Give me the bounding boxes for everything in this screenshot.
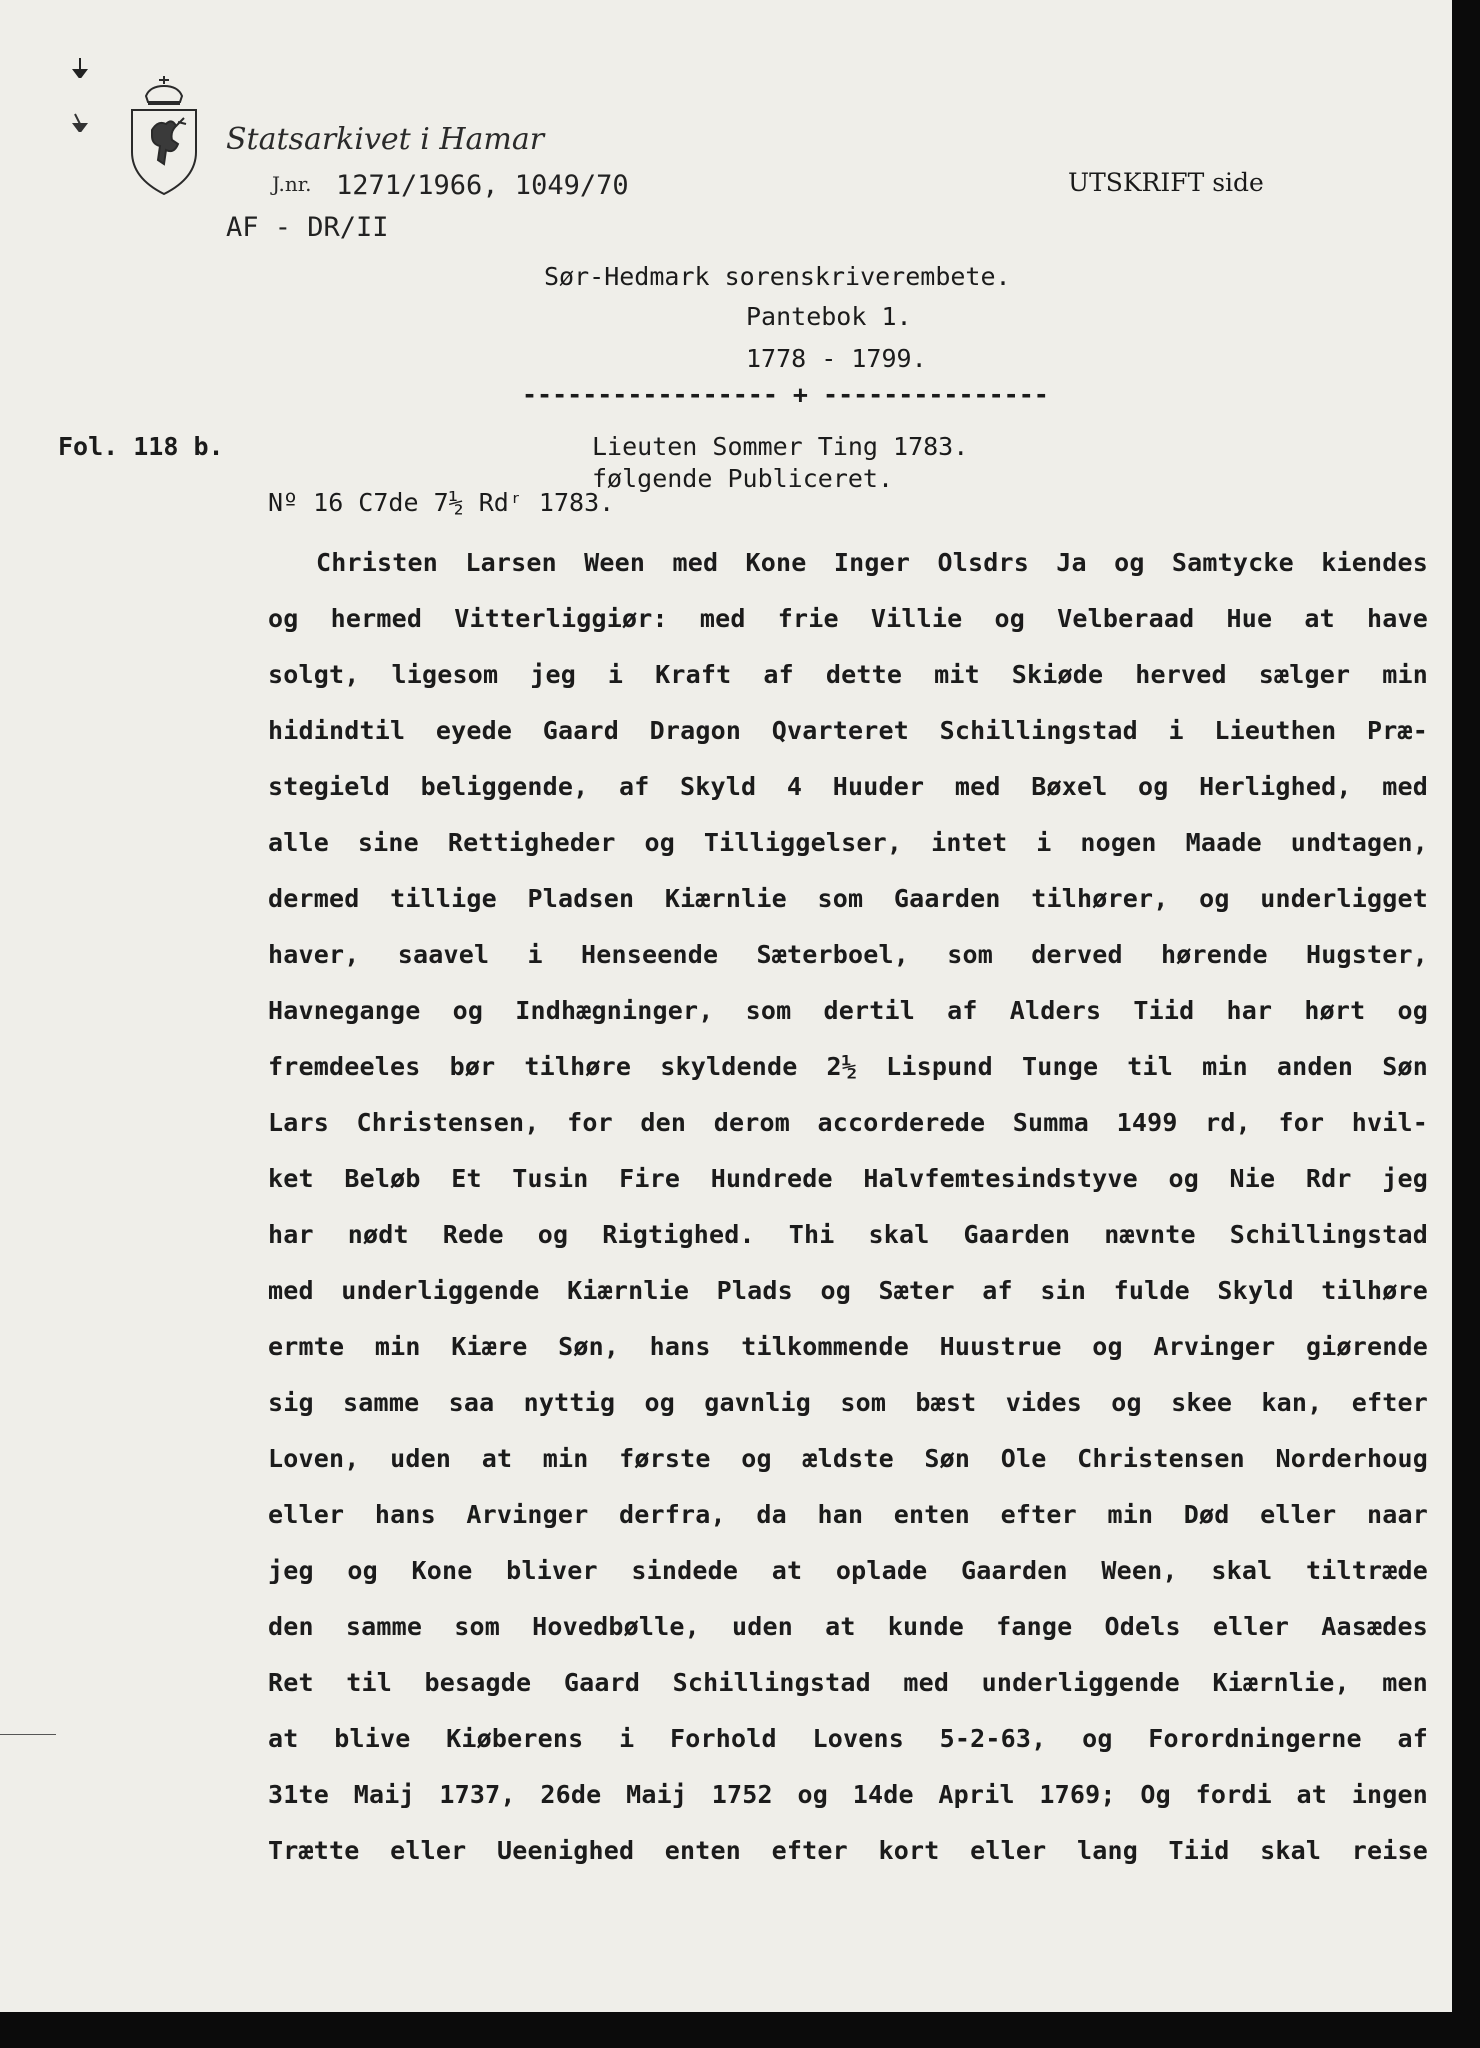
body-line: Havnegange og Indhægninger, som dertil af Alders Tiid har hørt og [268,996,1428,1025]
body-line: 31te Maij 1737, 26de Maij 1752 og 14de April 1769; Og fordi at ingen [268,1780,1428,1809]
court-session: Lieuten Sommer Ting 1783. [592,432,969,461]
body-line: stegield beliggende, af Skyld 4 Huuder med Bøxel og Herlighed, med [268,772,1428,801]
body-line: haver, saavel i Henseende Sæterboel, som derved hørende Hugster, [268,940,1428,969]
folio-reference: Fol. 118 b. [58,432,224,461]
body-line: solgt, ligesom jeg i Kraft af dette mit Skiøde herved sælger min [268,660,1428,689]
body-line: alle sine Rettigheder og Tilliggelser, intet i nogen Maade undtagen, [268,828,1428,857]
transcript-side-label: UTSKRIFT side [1068,168,1264,197]
body-line: og hermed Vitterliggiør: med frie Villie og Velberaad Hue at have [268,604,1428,633]
office-title: Sør-Hedmark sorenskriverembete. [544,262,1011,291]
body-line: ket Beløb Et Tusin Fire Hundrede Halvfemtesindstyve og Nie Rdr jeg [268,1164,1428,1193]
title-separator: ----------------- + --------------- [522,380,1049,409]
body-line: hidindtil eyede Gaard Dragon Qvarteret Schillingstad i Lieuthen Præ- [268,716,1428,745]
archive-name: Statsarkivet i Hamar [226,122,545,157]
entry-number: Nº 16 C7de 7½ Rdʳ 1783. [268,488,615,517]
coat-of-arms-icon [126,74,202,198]
body-line: Loven, uden at min første og ældste Søn Ole Christensen Norderhoug [268,1444,1428,1473]
margin-pin-icon [72,112,88,132]
body-line: Christen Larsen Ween med Kone Inger Olsdrs Ja og Samtycke kiendes [316,548,1428,577]
body-line: Ret til besagde Gaard Schillingstad med underliggende Kiærnlie, men [268,1668,1428,1697]
journal-number-label: J.nr. [272,172,312,196]
body-line: Trætte eller Ueenighed enten efter kort eller lang Tiid skal reise [268,1836,1428,1865]
book-title: Pantebok 1. [746,302,912,331]
reference-code: AF - DR/II [226,212,389,243]
journal-number-value: 1271/1966, 1049/70 [336,170,629,201]
body-line: med underliggende Kiærnlie Plads og Sæter af sin fulde Skyld tilhøre [268,1276,1428,1305]
body-line: at blive Kiøberens i Forhold Lovens 5-2-63, og Forordningerne af [268,1724,1428,1753]
body-line: jeg og Kone bliver sindede at oplade Gaarden Ween, skal tiltræde [268,1556,1428,1585]
body-line: fremdeeles bør tilhøre skyldende 2½ Lispund Tunge til min anden Søn [268,1052,1428,1081]
body-line: dermed tillige Pladsen Kiærnlie som Gaarden tilhører, og underligget [268,884,1428,913]
body-line: har nødt Rede og Rigtighed. Thi skal Gaarden nævnte Schillingstad [268,1220,1428,1249]
body-line: ermte min Kiære Søn, hans tilkommende Huustrue og Arvinger giørende [268,1332,1428,1361]
margin-pin-icon [72,58,88,78]
body-line: den samme som Hovedbølle, uden at kunde fange Odels eller Aasædes [268,1612,1428,1641]
year-range: 1778 - 1799. [746,344,927,373]
body-line: eller hans Arvinger derfra, da han enten efter min Død eller naar [268,1500,1428,1529]
margin-tick [0,1734,56,1735]
court-published: følgende Publiceret. [592,464,894,493]
body-line: Lars Christensen, for den derom accorderede Summa 1499 rd, for hvil- [268,1108,1428,1137]
body-line: sig samme saa nyttig og gavnlig som bæst vides og skee kan, efter [268,1388,1428,1417]
